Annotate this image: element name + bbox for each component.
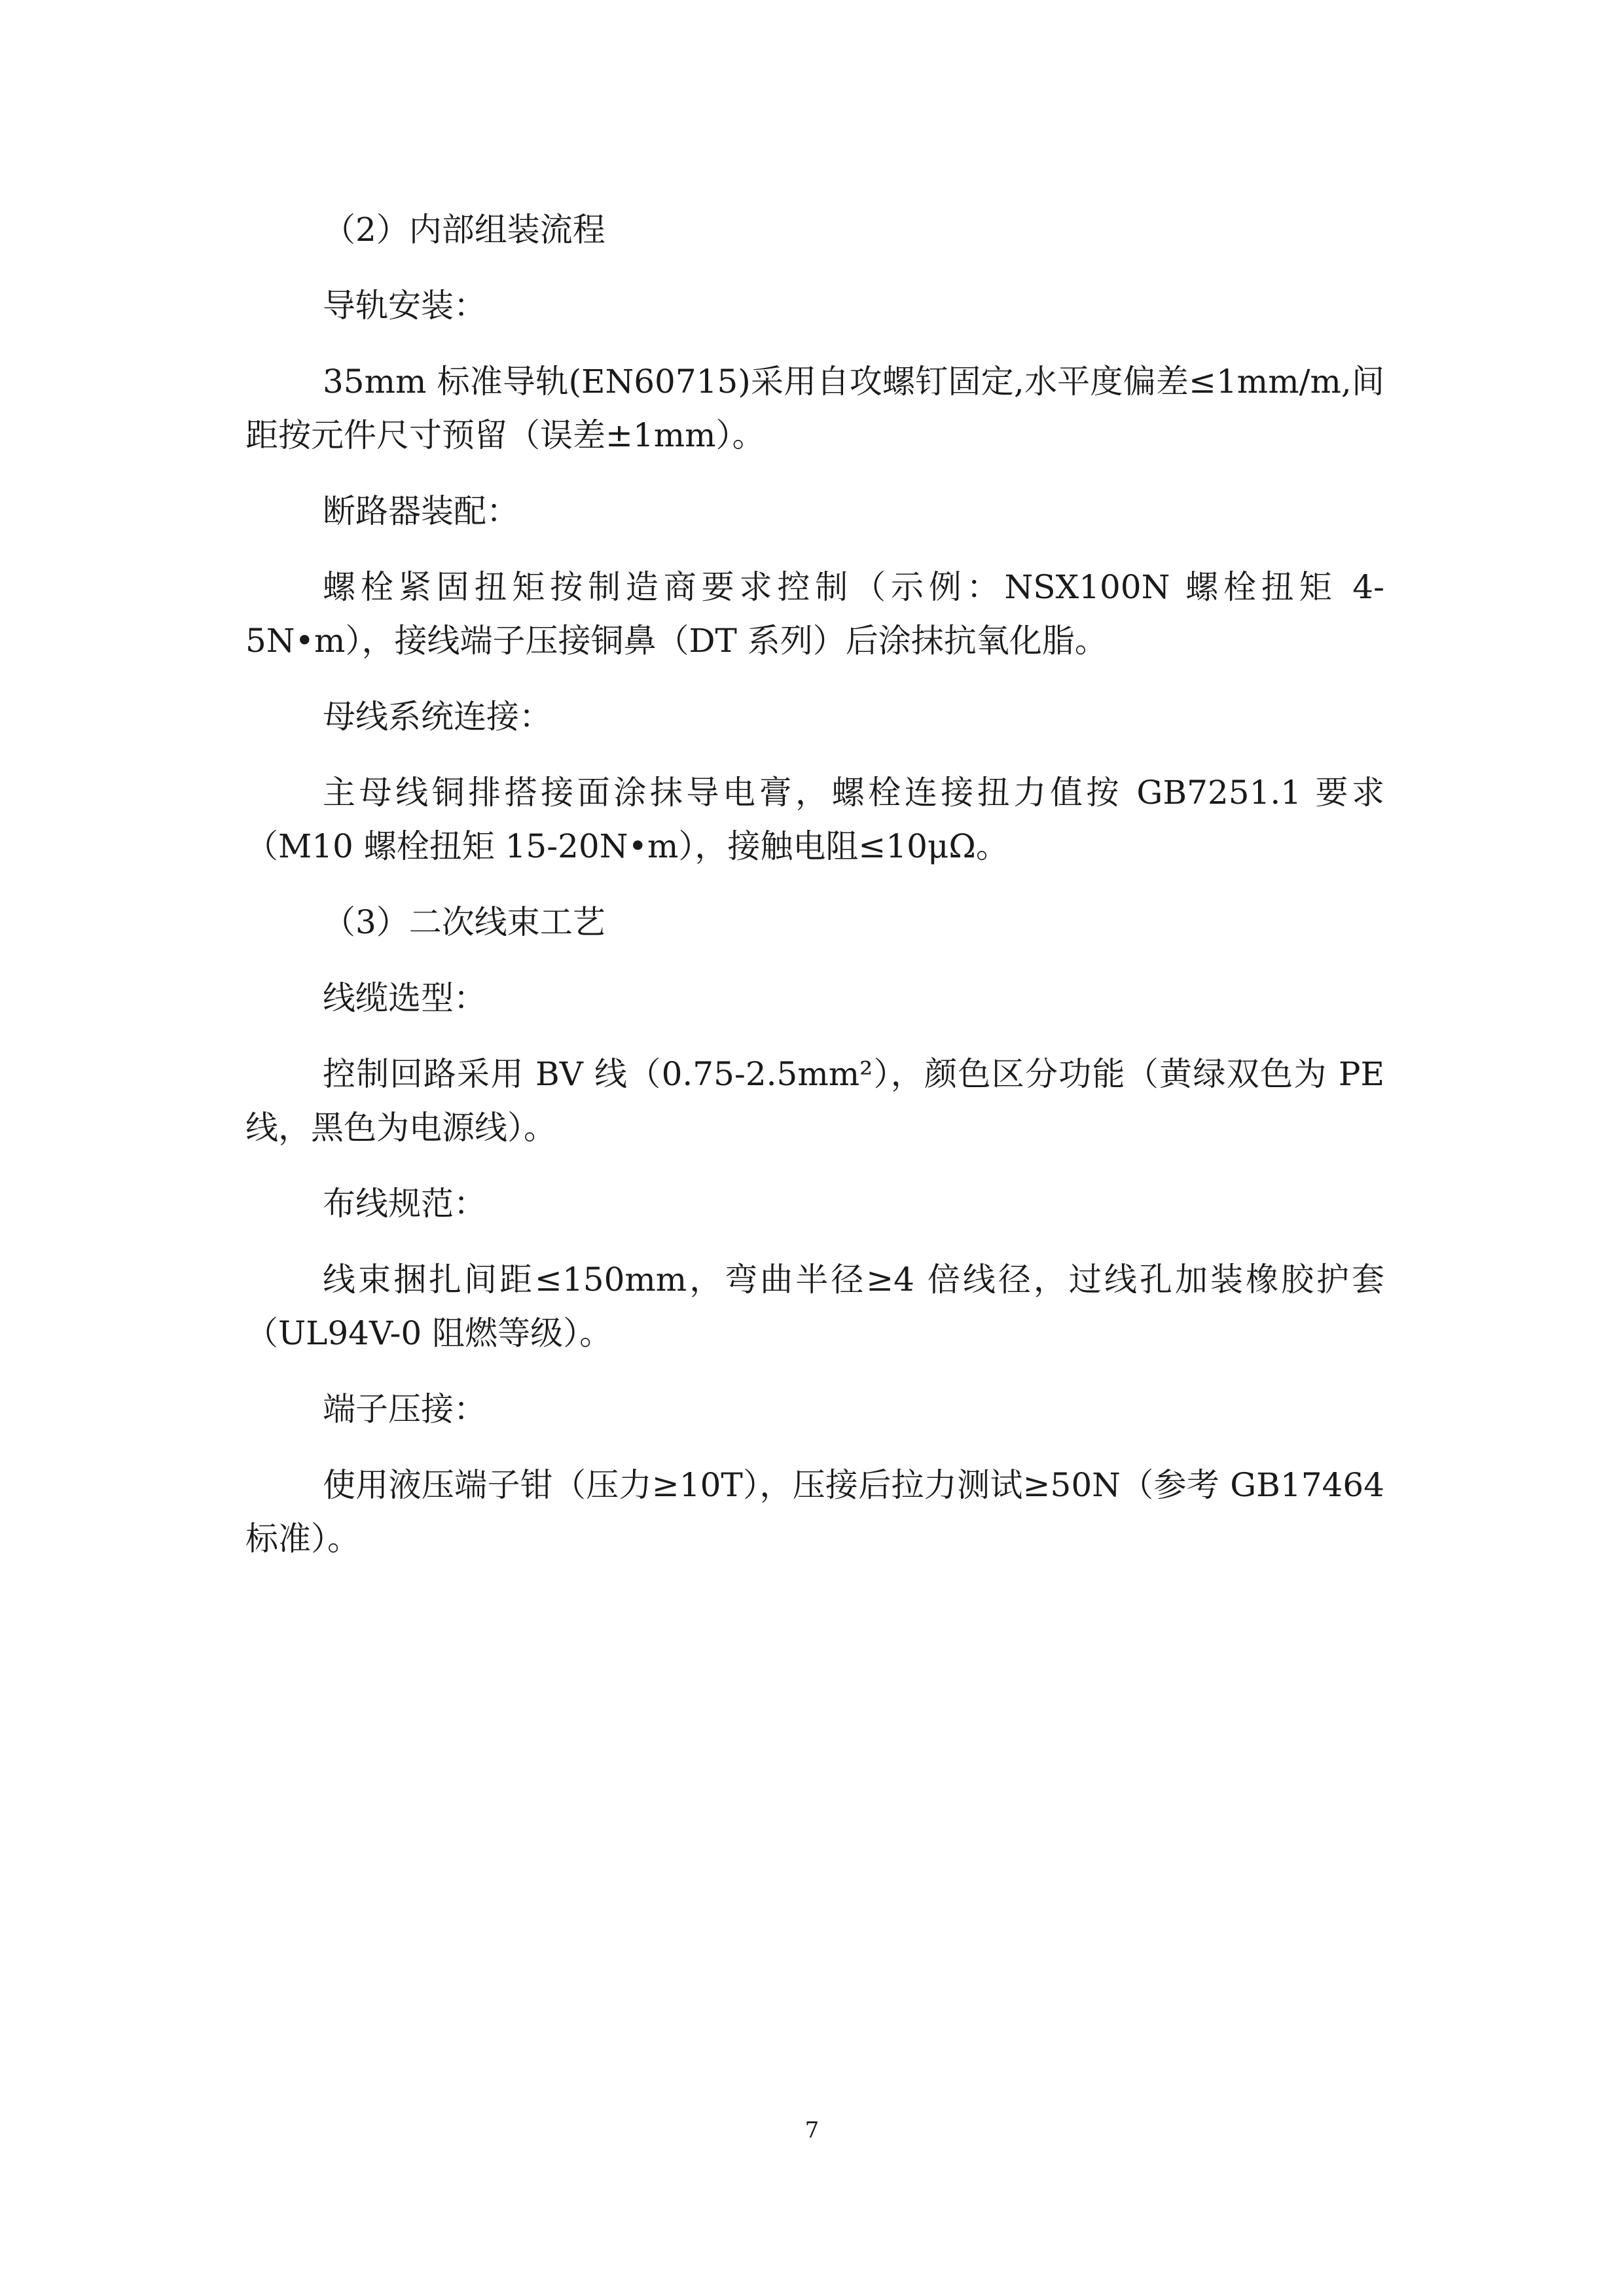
- paragraph-busbar-connection: 主母线铜排搭接面涂抹导电膏，螺栓连接扭力值按 GB7251.1 要求（M10 螺栓扭矩 15-20N•m），接触电阻≤10μΩ。: [245, 774, 1384, 865]
- section-heading-secondary-wiring: （3）二次线束工艺: [323, 903, 605, 941]
- subheading-busbar-connection: 母线系统连接：: [323, 698, 552, 736]
- subheading-cable-selection: 线缆选型：: [323, 979, 486, 1017]
- paragraph-cable-selection: 控制回路采用 BV 线（0.75-2.5mm²），颜色区分功能（黄绿双色为 PE 线，黑色为电源线）。: [245, 1055, 1384, 1147]
- subheading-rail-installation: 导轨安装：: [323, 287, 486, 325]
- paragraph-rail-installation: 35mm 标准导轨(EN60715)采用自攻螺钉固定,水平度偏差≤1mm/m,间距按元件尺寸预留（误差±1mm）。: [245, 363, 1384, 454]
- page-number: 7: [804, 2117, 820, 2144]
- section-heading-internal-assembly: （2）内部组装流程: [323, 211, 605, 249]
- paragraph-terminal-crimping: 使用液压端子钳（压力≥10T），压接后拉力测试≥50N（参考 GB17464 标准）。: [245, 1466, 1384, 1558]
- paragraph-wiring-rules: 线束捆扎间距≤150mm，弯曲半径≥4 倍线径，过线孔加装橡胶护套（UL94V-0 阻燃等级）。: [245, 1261, 1384, 1352]
- subheading-terminal-crimping: 端子压接：: [323, 1390, 486, 1428]
- subheading-wiring-rules: 布线规范：: [323, 1185, 486, 1223]
- paragraph-breaker-assembly: 螺栓紧固扭矩按制造商要求控制（示例：NSX100N 螺栓扭矩 4-5N•m），接线端子压接铜鼻（DT 系列）后涂抹抗氧化脂。: [245, 568, 1384, 660]
- subheading-breaker-assembly: 断路器装配：: [323, 492, 519, 530]
- page-body: [245, 203, 1384, 1566]
